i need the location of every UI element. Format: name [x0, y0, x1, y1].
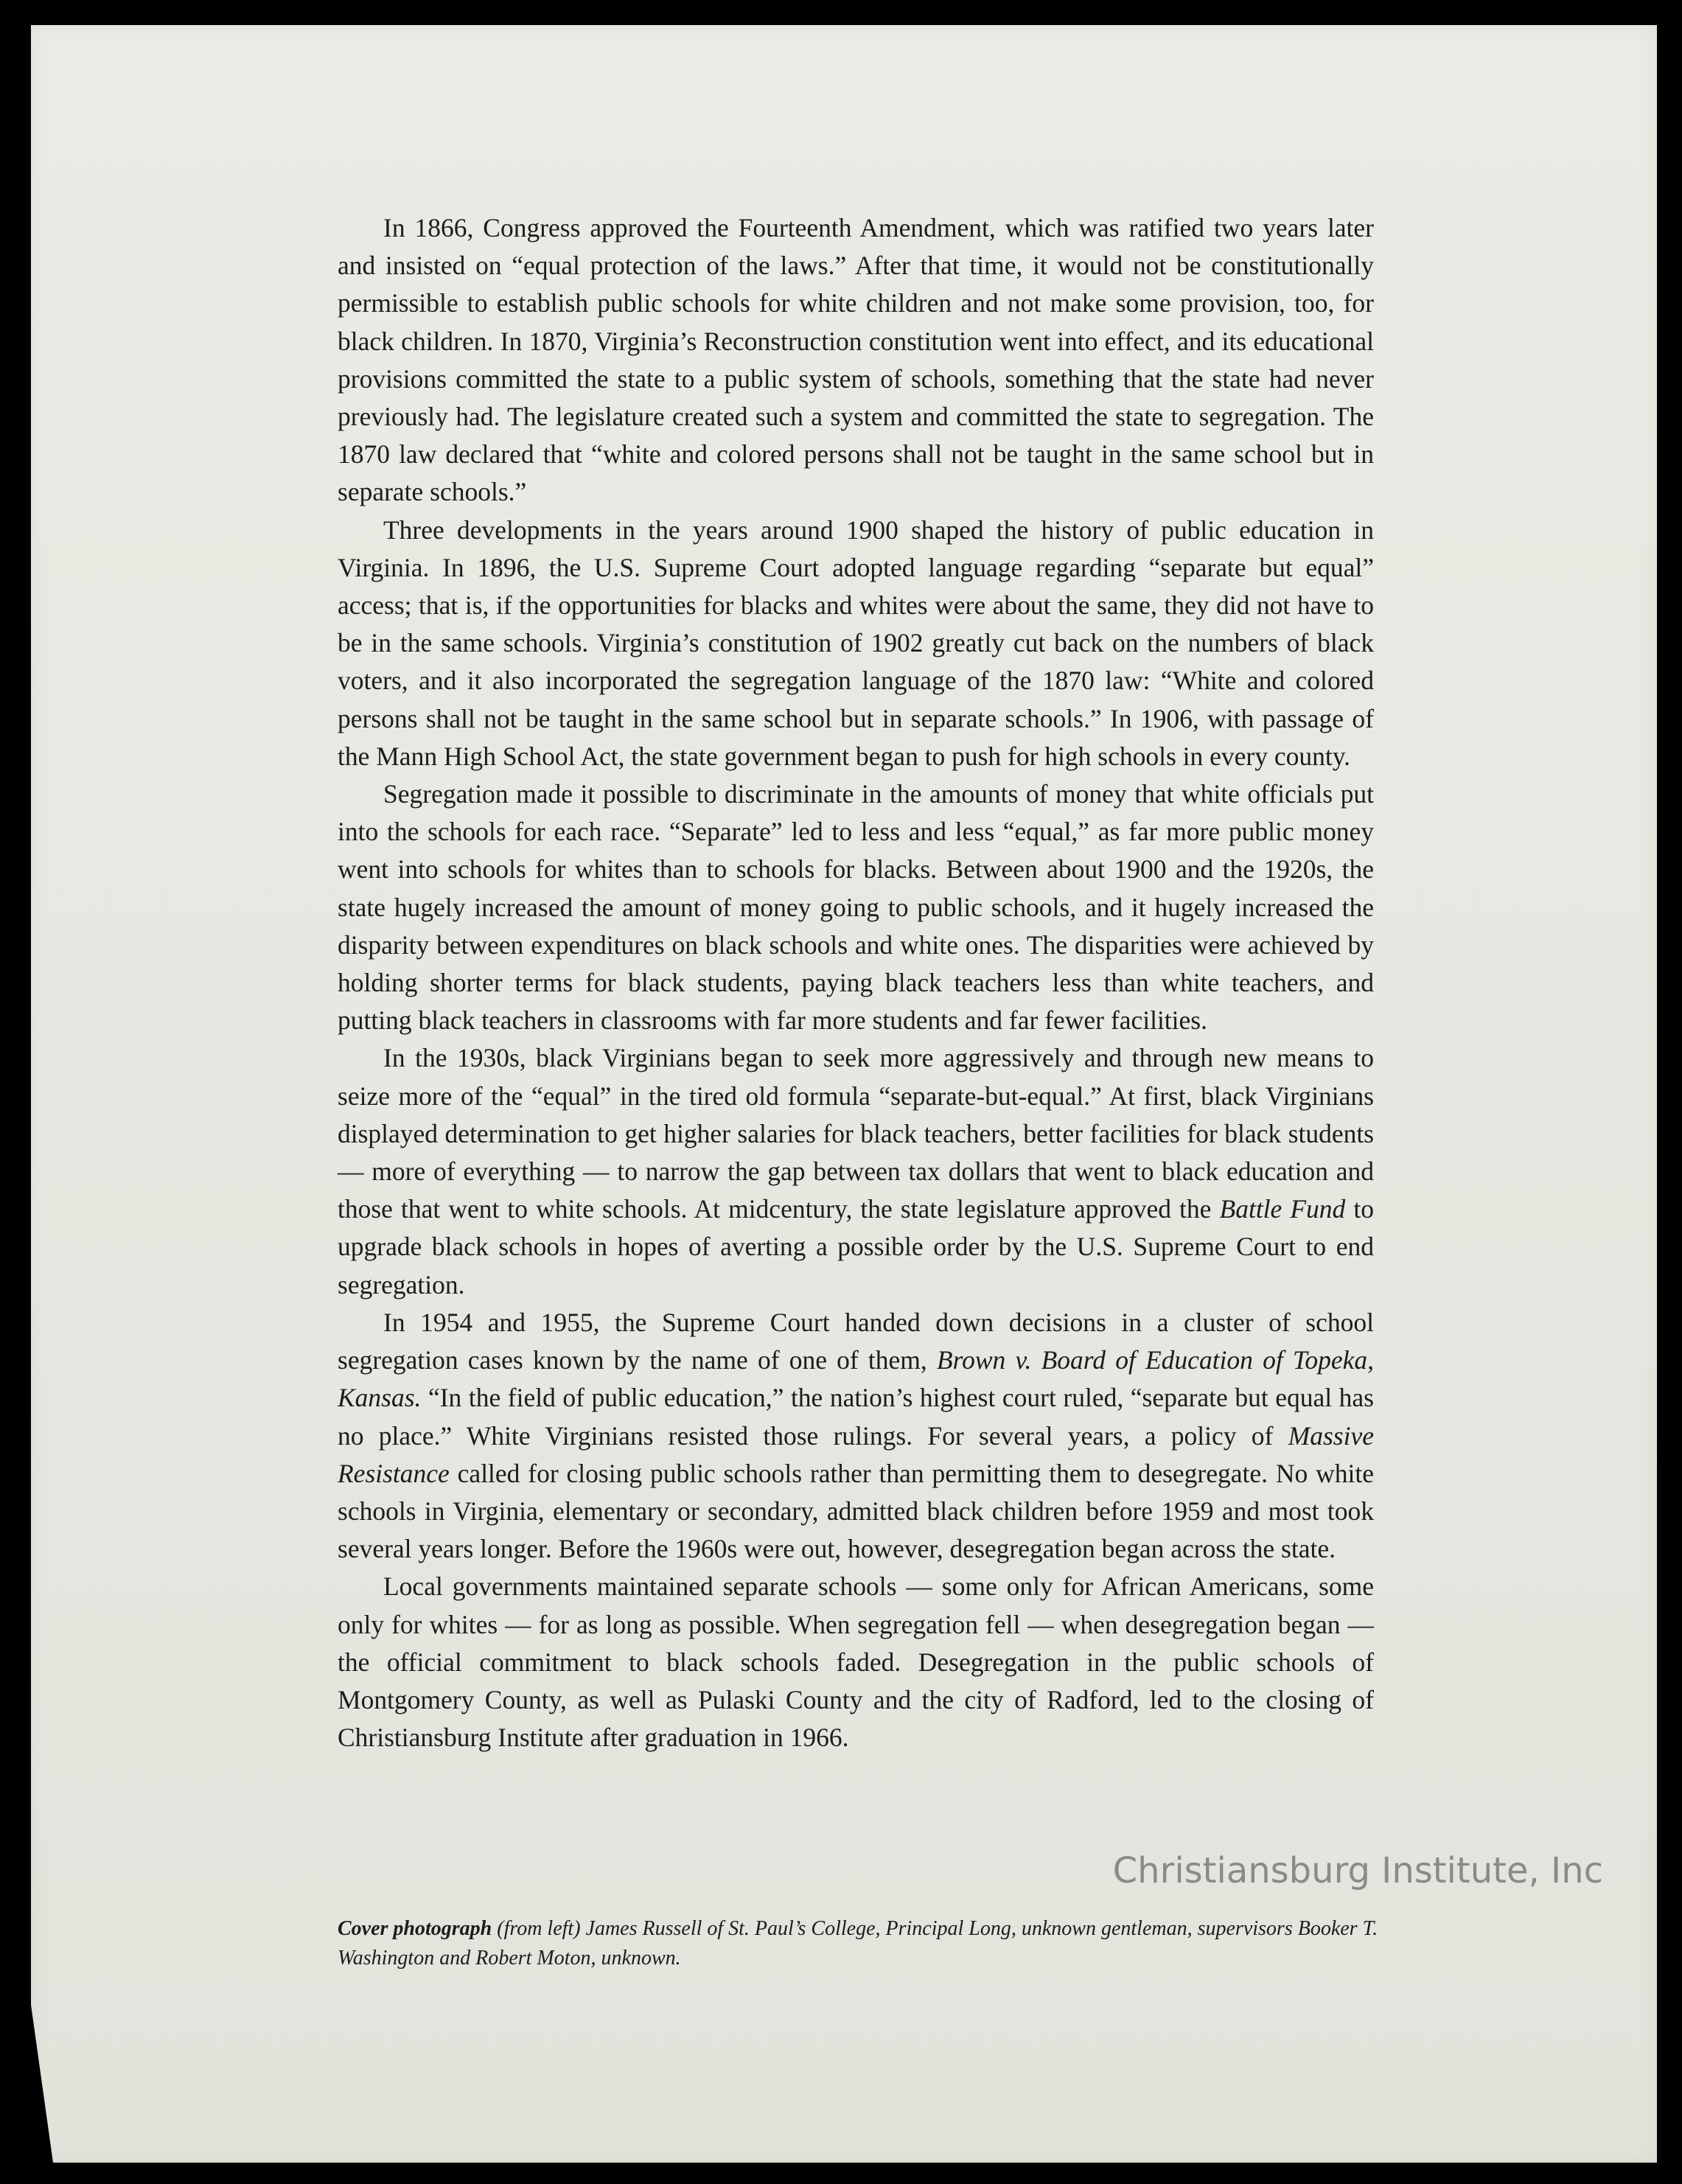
paragraph-3-text: Segregation made it possible to discriminate in the amounts of money that white officials put into the schools for each race. “Separate” led to less and less “equal,” as far more public money went into schools for whites than to schools for blacks. Between about 1900 and the 1920s, the state hugely increased the amount of money going to public schools, and it hugely increased the disparity between expenditures on black schools and white ones. The disparities were achieved by holding shorter terms for black students, paying black teachers less than white teachers, and putting black teachers in classrooms with far more students and far fewer facilities.	[338, 779, 1374, 1036]
paragraph-4-battle-fund: Battle Fund	[1219, 1194, 1346, 1224]
paragraph-5-massive-resistance: Massive Resistance	[338, 1420, 1374, 1488]
paragraph-5-case-name: Brown v. Board of Education of Topeka, Kansas.	[338, 1345, 1374, 1413]
caption-text: (from left) James Russell of St. Paul’s College, Principal Long, unknown gentleman, supervisors Booker T. Washington and Robert Moton, unknown.	[338, 1917, 1378, 1970]
paragraph-5-text-c: called for closing public schools rather than permitting them to desegregate. No white schools in Virginia, elementary or secondary, admitted black children before 1959 and most took several years longer. Before the 1960s were out, however, desegregation began across the state.	[338, 1458, 1374, 1564]
body-text	[338, 209, 1374, 1756]
paragraph-4-text-b: to upgrade black schools in hopes of averting a possible order by the U.S. Supreme Court to end segregation.	[338, 1194, 1374, 1299]
paragraph-6	[338, 1568, 1374, 1756]
watermark-text: Christiansburg Institute, Inc	[1112, 1850, 1603, 1891]
paragraph-6-text: Local governments maintained separate schools — some only for African Americans, some only for whites — for as long as possible. When segregation fell — when desegregation began — the official commitment to black schools faded. Desegregation in the public schools of Montgomery County, as well as Pulaski County and the city of Radford, led to the closing of Christiansburg Institute after graduation in 1966.	[338, 1571, 1374, 1753]
paragraph-3	[338, 775, 1374, 1039]
paragraph-5	[338, 1304, 1374, 1568]
cover-photo-caption	[338, 1914, 1384, 1973]
paragraph-2-text: Three developments in the years around 1900 shaped the history of public education in Virginia. In 1896, the U.S. Supreme Court adopted language regarding “separate but equal” access; that is, if the opportunities for blacks and whites were about the same, they did not have to be in the same schools. Virginia’s constitution of 1902 greatly cut back on the numbers of black voters, and it also incorporated the segregation language of the 1870 law: “White and colored persons shall not be taught in the same school but in separate schools.” In 1906, with passage of the Mann High School Act, the state government began to push for high schools in every county.	[338, 514, 1374, 771]
page-corner-fold	[31, 2005, 53, 2163]
paragraph-5-text-a: In 1954 and 1955, the Supreme Court handed down decisions in a cluster of school segregation cases known by the name of one of them,	[338, 1307, 1374, 1375]
caption-lead: Cover photograph	[338, 1917, 492, 1940]
paragraph-1-text: In 1866, Congress approved the Fourteenth Amendment, which was ratified two years later and insisted on “equal protection of the laws.” After that time, it would not be constitutionally permissible to establish public schools for white children and not make some provision, too, for black children. In 1870, Virginia’s Reconstruction constitution went into effect, and its educational provisions committed the state to a public system of schools, something that the state had never previously had. The legislature created such a system and committed the state to segregation. The 1870 law declared that “white and colored persons shall not be taught in the same school but in separate schools.”	[338, 213, 1374, 507]
paragraph-5-text-b: “In the field of public education,” the nation’s highest court ruled, “separate but equal has no place.” White Virginians resisted those rulings. For several years, a policy of	[338, 1383, 1374, 1451]
paragraph-2	[338, 512, 1374, 775]
paragraph-1	[338, 209, 1374, 512]
paragraph-4	[338, 1039, 1374, 1303]
paragraph-4-text-a: In the 1930s, black Virginians began to seek more aggressively and through new means to seize more of the “equal” in the tired old formula “separate-but-equal.” At first, black Virginians displayed determination to get higher salaries for black teachers, better facilities for black students — more of everything — to narrow the gap between tax dollars that went to black education and those that went to white schools. At midcentury, the state legislature approved the	[338, 1043, 1374, 1224]
